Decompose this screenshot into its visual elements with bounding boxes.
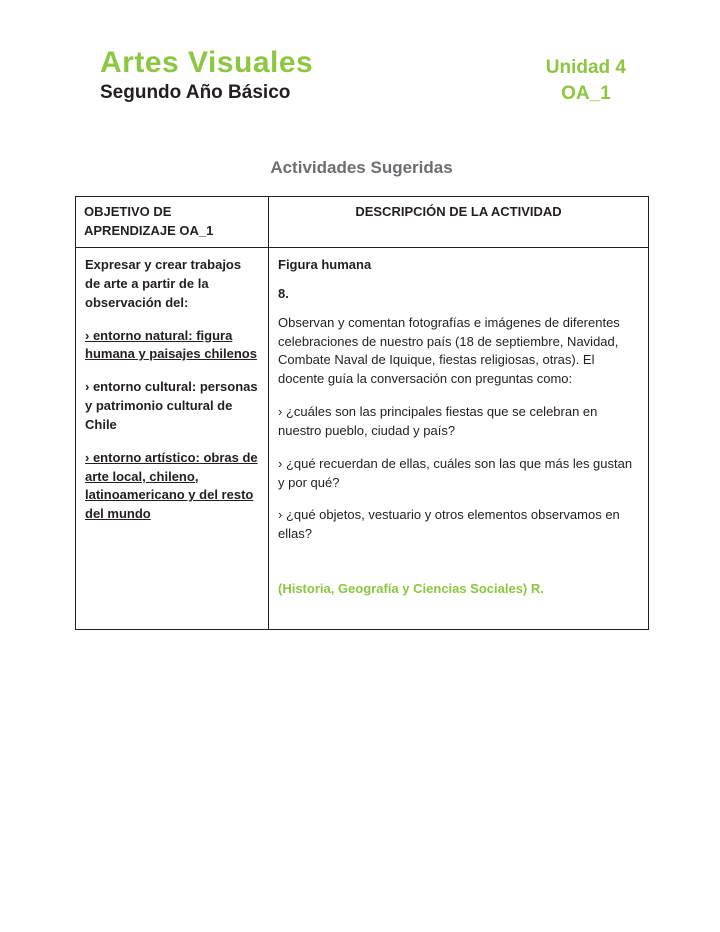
table-body-row (76, 247, 649, 629)
page-header (75, 46, 648, 106)
oa-label: OA_1 (561, 82, 611, 104)
course-title: Artes Visuales (100, 46, 314, 79)
objective-item-natural: › entorno natural: figura humana y paisajes chilenos (85, 327, 257, 362)
unit-label: Unidad 4 (545, 57, 626, 78)
section-title: Actividades Sugeridas (270, 158, 453, 178)
activity-description: Observan y comentan fotografías e imágenes de diferentes celebraciones de nuestro país (18 de septiembre, Navidad, Combate Naval de Iquique, fiestas religiosas, otras). El docente guía la conversación con preguntas como: (278, 314, 620, 387)
activities-table (75, 196, 649, 630)
activity-question-3: › ¿qué objetos, vestuario y otros elementos observamos en ellas? (278, 507, 620, 542)
activity-cell (269, 247, 649, 629)
table-header-row (76, 197, 649, 248)
activity-subject-reference: (Historia, Geografía y Ciencias Sociales) R. (278, 581, 544, 597)
objective-cell (76, 247, 269, 629)
description-column-header: DESCRIPCIÓN DE LA ACTIVIDAD (269, 197, 649, 248)
activity-question-2: › ¿qué recuerdan de ellas, cuáles son las que más les gustan y por qué? (278, 455, 633, 490)
objective-intro: Expresar y crear trabajos de arte a partir de la observación del: (85, 256, 242, 310)
activity-number: 8. (278, 285, 289, 301)
activity-question-1: › ¿cuáles son las principales fiestas que se celebran en nuestro pueblo, ciudad y país? (278, 404, 598, 438)
objective-item-artistic: › entorno artístico: obras de arte local, chileno, latinoamericano y del resto del mundo (85, 449, 258, 522)
grade-subtitle: Segundo Año Básico (100, 82, 291, 103)
header-left (100, 46, 313, 104)
activity-heading: Figura humana (278, 256, 372, 272)
objective-column-header: OBJETIVO DE APRENDIZAJE OA_1 (76, 197, 269, 248)
header-right (546, 46, 626, 106)
objective-item-cultural: › entorno cultural: personas y patrimonio cultural de Chile (85, 379, 258, 432)
